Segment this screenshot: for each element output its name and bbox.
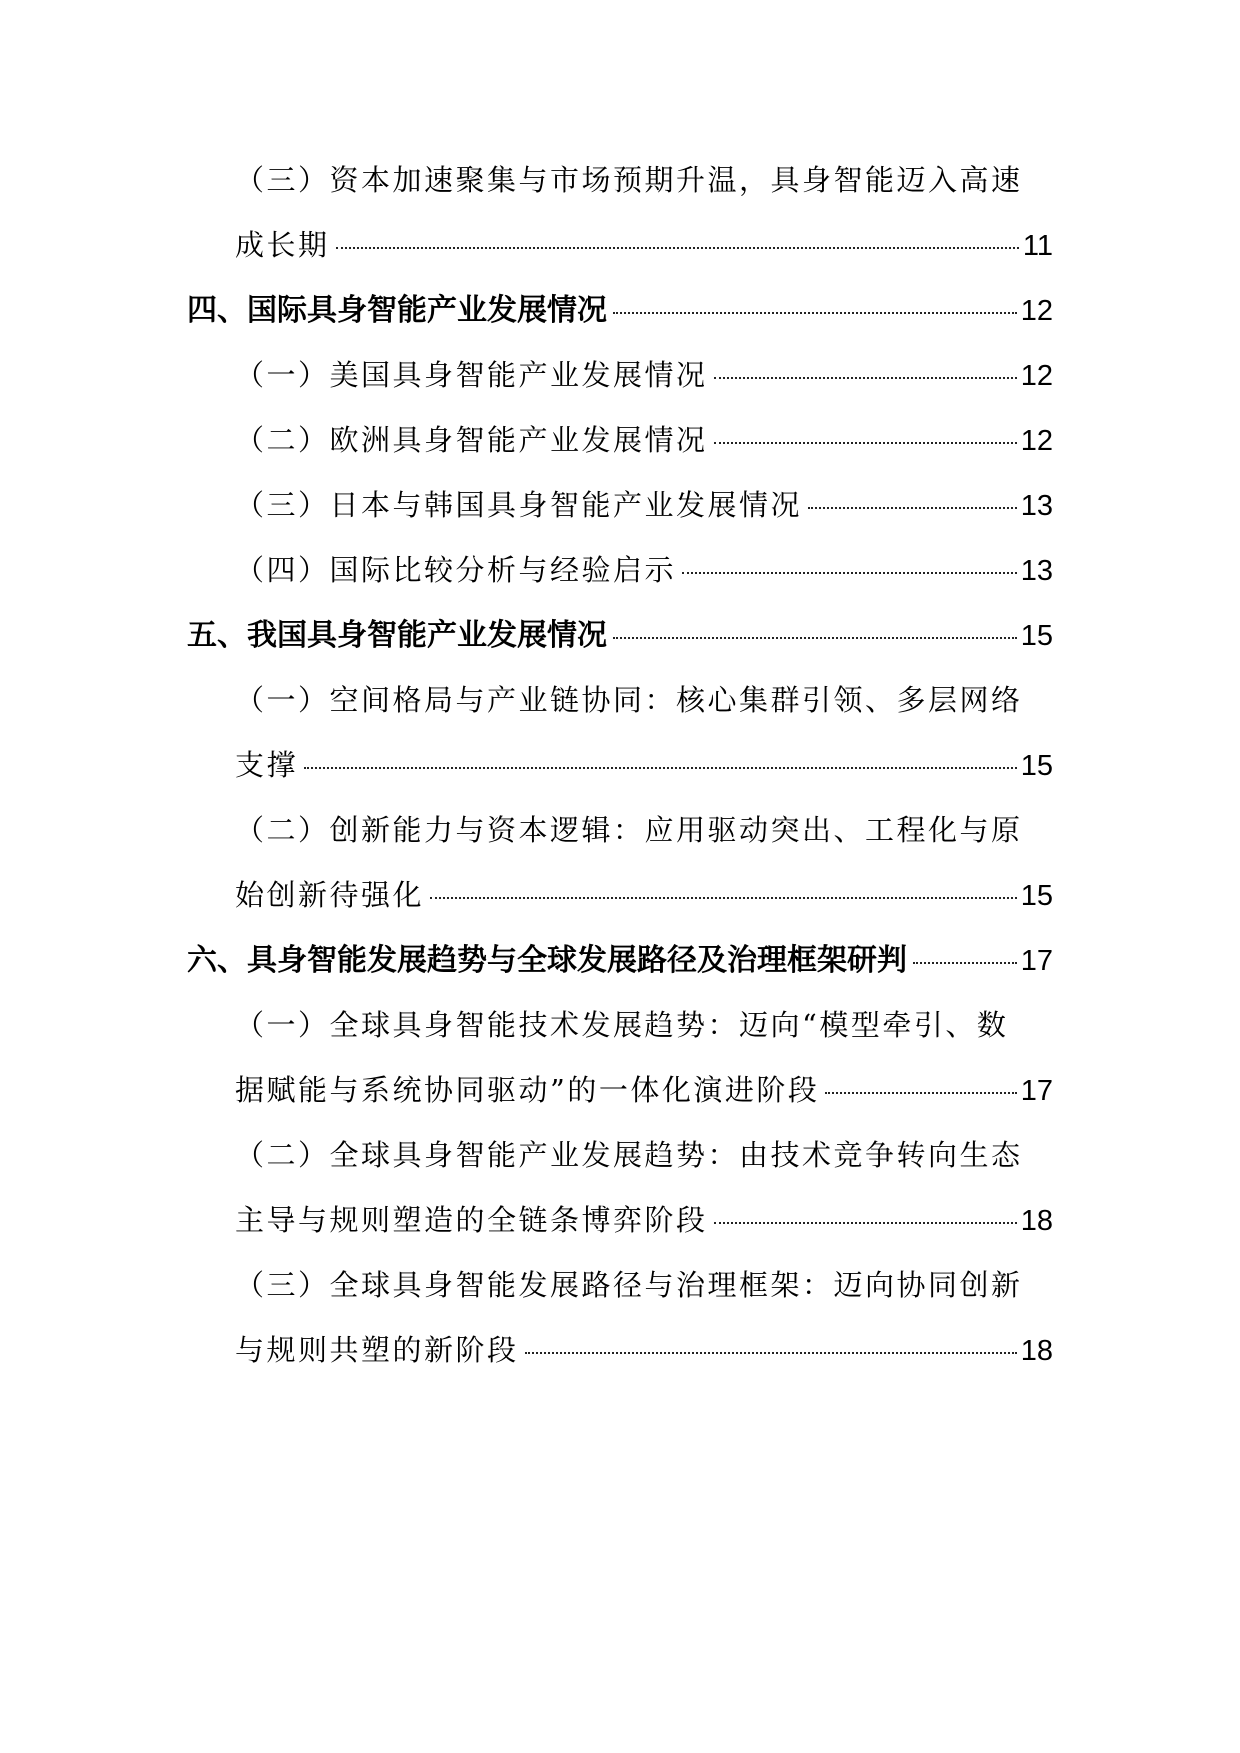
toc-entry-5-2[interactable] (187, 798, 1053, 928)
dot-leader (525, 1352, 1017, 1354)
toc-entry-line (187, 148, 1053, 213)
toc-entry-line (187, 1123, 1053, 1188)
dot-leader (430, 897, 1017, 899)
toc-entry-6-3[interactable] (187, 1253, 1053, 1383)
toc-entry-line (187, 343, 1053, 408)
toc-entry-5-1[interactable] (187, 668, 1053, 798)
page-number: 18 (1020, 1335, 1053, 1367)
page-number: 15 (1020, 620, 1053, 652)
page-number: 11 (1022, 230, 1053, 262)
table-of-contents (187, 148, 1053, 1383)
dot-leader (613, 312, 1017, 314)
toc-entry-line (187, 863, 1053, 928)
dot-leader (808, 507, 1017, 509)
toc-chapter-title: 五、我国具身智能产业发展情况 (187, 618, 607, 653)
toc-entry-title: （四）国际比较分析与经验启示 (235, 553, 677, 587)
toc-chapter-4[interactable] (187, 278, 1053, 343)
toc-entry-title-continued: 与规则共塑的新阶段 (235, 1333, 519, 1367)
page-number: 12 (1020, 360, 1053, 392)
dot-leader (825, 1092, 1016, 1094)
toc-entry-line (187, 733, 1053, 798)
toc-entry-title: （一）空间格局与产业链协同：核心集群引领、多层网络 (235, 683, 1023, 717)
toc-entry-4-4[interactable] (187, 538, 1053, 603)
page-number: 13 (1020, 555, 1053, 587)
toc-entry-line (187, 1188, 1053, 1253)
page-number: 13 (1020, 490, 1053, 522)
toc-entry-4-1[interactable] (187, 343, 1053, 408)
toc-entry-6-1[interactable] (187, 993, 1053, 1123)
toc-entry-line (187, 1058, 1053, 1123)
toc-entry-title-continued: 据赋能与系统协同驱动”的一体化演进阶段 (235, 1073, 820, 1107)
toc-entry-line (187, 408, 1053, 473)
toc-entry-title: （一）美国具身智能产业发展情况 (235, 358, 708, 392)
dot-leader (714, 377, 1017, 379)
toc-entry-title-continued: 支撑 (235, 748, 299, 782)
toc-entry-title: （三）日本与韩国具身智能产业发展情况 (235, 488, 803, 522)
dot-leader (682, 572, 1017, 574)
toc-entry-title: （二）全球具身智能产业发展趋势：由技术竞争转向生态 (235, 1138, 1023, 1172)
dot-leader (613, 637, 1017, 639)
toc-entry-title: （二）创新能力与资本逻辑：应用驱动突出、工程化与原 (235, 813, 1023, 847)
toc-entry-title: （三）资本加速聚集与市场预期升温，具身智能迈入高速 (235, 163, 1023, 197)
page-number: 12 (1020, 295, 1053, 327)
toc-chapter-5[interactable] (187, 603, 1053, 668)
toc-entry-line (187, 603, 1053, 668)
dot-leader (714, 442, 1017, 444)
page-number: 18 (1020, 1205, 1053, 1237)
toc-entry-line (187, 1253, 1053, 1318)
toc-chapter-6[interactable] (187, 928, 1053, 993)
toc-entry-title: （三）全球具身智能发展路径与治理框架：迈向协同创新 (235, 1268, 1023, 1302)
dot-leader (714, 1222, 1017, 1224)
toc-entry-title-continued: 始创新待强化 (235, 878, 425, 912)
dot-leader (304, 767, 1017, 769)
toc-entry-line (187, 278, 1053, 343)
toc-entry-title-continued: 主导与规则塑造的全链条博弈阶段 (235, 1203, 708, 1237)
toc-entry-line (187, 993, 1053, 1058)
toc-entry-4-3[interactable] (187, 473, 1053, 538)
page-number: 17 (1020, 1075, 1053, 1107)
page-number: 17 (1020, 945, 1053, 977)
page-number: 15 (1020, 880, 1053, 912)
toc-chapter-title: 四、国际具身智能产业发展情况 (187, 293, 607, 328)
toc-entry-title: （二）欧洲具身智能产业发展情况 (235, 423, 708, 457)
toc-entry-line (187, 473, 1053, 538)
dot-leader (336, 247, 1019, 249)
page-number: 15 (1020, 750, 1053, 782)
toc-entry-6-2[interactable] (187, 1123, 1053, 1253)
dot-leader (913, 962, 1017, 964)
toc-entry-line (187, 213, 1053, 278)
toc-entry-title: （一）全球具身智能技术发展趋势：迈向“模型牵引、数 (235, 1008, 1009, 1042)
toc-entry-line (187, 798, 1053, 863)
toc-chapter-title: 六、具身智能发展趋势与全球发展路径及治理框架研判 (187, 943, 907, 978)
toc-entry-4-2[interactable] (187, 408, 1053, 473)
toc-entry-line (187, 1318, 1053, 1383)
toc-entry-title-continued: 成长期 (235, 228, 330, 262)
toc-entry-line (187, 668, 1053, 733)
toc-entry-line (187, 928, 1053, 993)
page-number: 12 (1020, 425, 1053, 457)
toc-entry-3-3[interactable] (187, 148, 1053, 278)
toc-entry-line (187, 538, 1053, 603)
